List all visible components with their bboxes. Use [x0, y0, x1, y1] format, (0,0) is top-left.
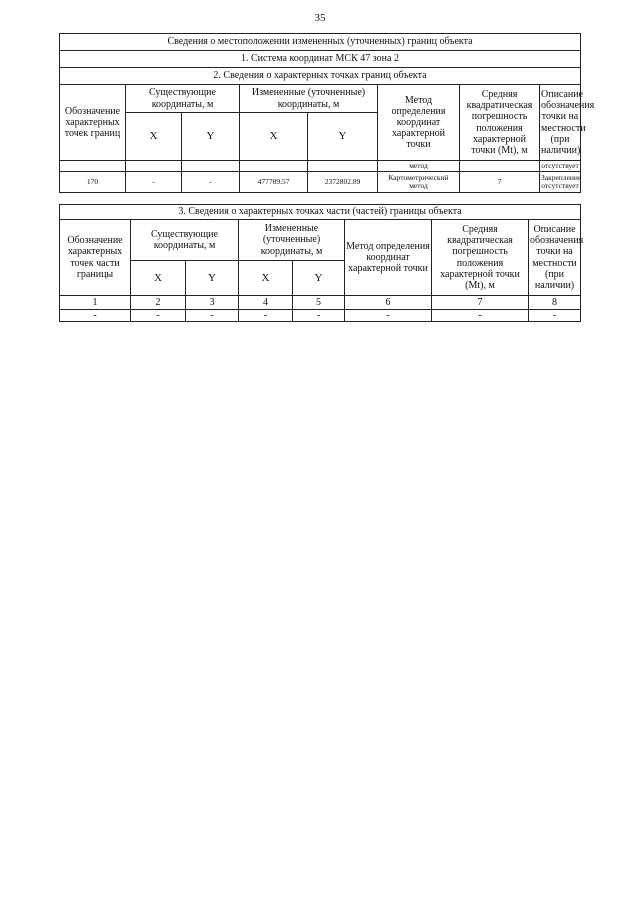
- table-cell: -: [529, 310, 581, 322]
- changed-x-value: 477789.57: [240, 172, 308, 193]
- header3-error: Средняя квадратическая погрешность положения характерной точки (Mt), м: [432, 220, 529, 296]
- header-description: Описание обозначения точки на местности (при наличии): [540, 85, 581, 161]
- column-number: 3: [186, 296, 239, 310]
- existing-x-value: -: [126, 172, 182, 193]
- header-changed-y: Y: [308, 113, 378, 161]
- column-number: 4: [239, 296, 293, 310]
- column-number: 8: [529, 296, 581, 310]
- header-existing-x: X: [126, 113, 182, 161]
- point-number: 170: [60, 172, 126, 193]
- existing-y-value: -: [182, 172, 240, 193]
- table-cell: -: [432, 310, 529, 322]
- section2-title: 2. Сведения о характерных точках границ объекта: [60, 68, 581, 85]
- table-title: Сведения о местоположении измененных (уточненных) границ объекта: [60, 34, 581, 51]
- column-number: 5: [293, 296, 345, 310]
- column-number: 7: [432, 296, 529, 310]
- header3-method: Метод определения координат характерной точки: [345, 220, 432, 296]
- column-number: 6: [345, 296, 432, 310]
- boundary-part-table: [59, 204, 584, 322]
- header3-existing-x: X: [131, 261, 186, 296]
- column-number: 1: [60, 296, 131, 310]
- table-cell: -: [293, 310, 345, 322]
- subrow-method: метод: [378, 161, 460, 172]
- header3-changed-x: X: [239, 261, 293, 296]
- header-existing: Существующие координаты, м: [126, 85, 240, 113]
- header3-existing-y: Y: [186, 261, 239, 296]
- method-value: Картометрический метод: [378, 172, 460, 193]
- subrow-description: отсутствует: [541, 160, 579, 170]
- header-existing-y: Y: [182, 113, 240, 161]
- description-value: Закрепление отсутствует: [540, 172, 581, 193]
- table-cell: -: [345, 310, 432, 322]
- object-boundary-table: [59, 33, 595, 193]
- coordinate-system: 1. Система координат МСК 47 зона 2: [60, 51, 581, 68]
- header-method: Метод определения координат характерной точки: [378, 85, 460, 161]
- page-number: 35: [314, 12, 326, 24]
- header3-changed: Измененные (уточненные) координаты, м: [239, 220, 345, 261]
- changed-y-value: 2372802.89: [308, 172, 378, 193]
- header-changed-x: X: [240, 113, 308, 161]
- table-cell: -: [239, 310, 293, 322]
- error-value: 7: [460, 172, 540, 193]
- table-cell: -: [186, 310, 239, 322]
- table-cell: -: [131, 310, 186, 322]
- header-changed: Измененные (уточненные) координаты, м: [240, 85, 378, 113]
- header3-changed-y: Y: [293, 261, 345, 296]
- table-cell: -: [60, 310, 131, 322]
- header-error: Средняя квадратическая погрешность положения характерной точки (Mt), м: [460, 85, 540, 161]
- header3-description: Описание обозначения точки на местности (при наличии): [529, 220, 581, 296]
- header-designation: Обозначение характерных точек границ: [60, 85, 126, 161]
- header3-designation: Обозначение характерных точек части границы: [60, 220, 131, 296]
- section3-title: 3. Сведения о характерных точках части (частей) границы объекта: [60, 205, 581, 220]
- column-number: 2: [131, 296, 186, 310]
- header3-existing: Существующие координаты, м: [131, 220, 239, 261]
